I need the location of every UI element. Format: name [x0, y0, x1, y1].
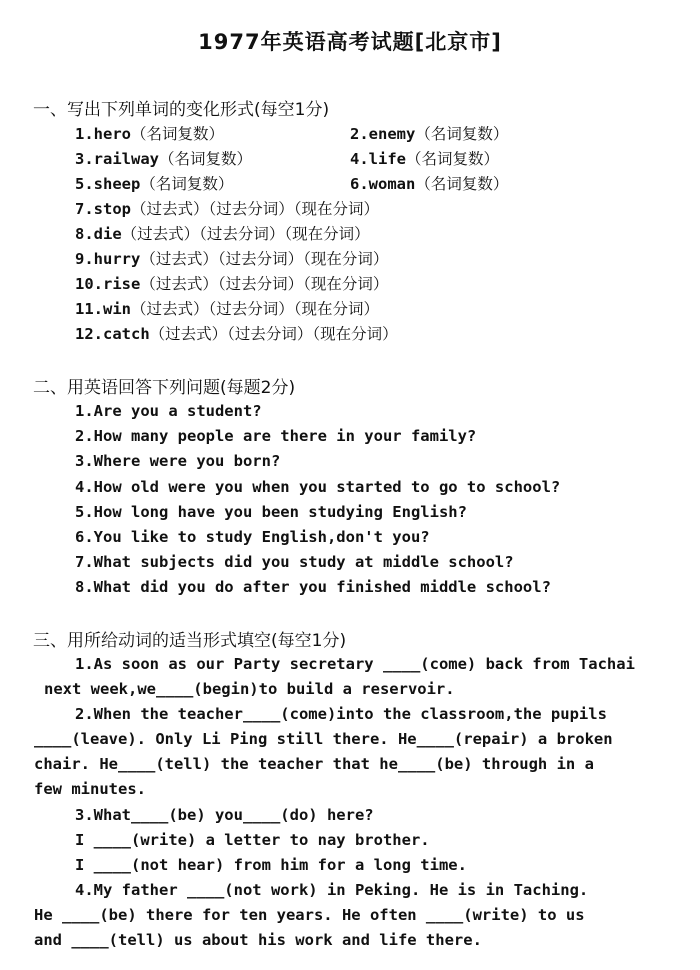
s1-item-10: 10.rise（过去式）（过去分词）（现在分词） [75, 275, 389, 293]
s3-line: He ____(be) there for ten years. He often ____(write) to us [34, 906, 585, 924]
s1-item-12: 12.catch（过去式）（过去分词）（现在分词） [75, 325, 398, 343]
s2-question-6: 6.You like to study English,don't you? [75, 528, 430, 546]
s2-question-8: 8.What did you do after you finished middle school? [75, 578, 551, 596]
s3-line: 2.When the teacher____(come)into the classroom,the pupils [75, 705, 607, 723]
s3-line: ____(leave). Only Li Ping still there. He____(repair) a broken [34, 730, 613, 748]
s3-line: I ____(not hear) from him for a long time. [75, 856, 467, 874]
s2-question-5: 5.How long have you been studying English? [75, 503, 467, 521]
s1-item-11: 11.win（过去式）（过去分词）（现在分词） [75, 300, 380, 318]
section3-heading: 三、用所给动词的适当形式填空(每空1分) [33, 631, 347, 651]
s2-question-7: 7.What subjects did you study at middle school? [75, 553, 514, 571]
s3-line: few minutes. [34, 780, 146, 798]
section1-heading: 一、写出下列单词的变化形式(每空1分) [33, 100, 330, 120]
s2-question-2: 2.How many people are there in your family? [75, 427, 477, 445]
s1-item-1: 1.hero（名词复数） [75, 125, 225, 143]
s1-item-8: 8.die（过去式）（过去分词）（现在分词） [75, 225, 370, 243]
s3-line: 4.My father ____(not work) in Peking. He is in Taching. [75, 881, 589, 899]
s1-item-4: 4.life（名词复数） [350, 150, 500, 168]
s1-item-7: 7.stop（过去式）（过去分词）（现在分词） [75, 200, 380, 218]
s3-line: and ____(tell) us about his work and life there. [34, 931, 482, 949]
s3-line: I ____(write) a letter to nay brother. [75, 831, 430, 849]
s1-item-6: 6.woman（名词复数） [350, 175, 509, 193]
s3-line: next week,we____(begin)to build a reservoir. [44, 680, 455, 698]
s1-item-9: 9.hurry（过去式）（过去分词）（现在分词） [75, 250, 389, 268]
s1-item-5: 5.sheep（名词复数） [75, 175, 234, 193]
s2-question-3: 3.Where were you born? [75, 452, 281, 470]
s2-question-1: 1.Are you a student? [75, 402, 262, 420]
s1-item-3: 3.railway（名词复数） [75, 150, 253, 168]
s3-line: 1.As soon as our Party secretary ____(come) back from Tachai [75, 655, 635, 673]
s3-line: 3.What____(be) you____(do) here? [75, 806, 374, 824]
section2-heading: 二、用英语回答下列问题(每题2分) [33, 378, 296, 398]
page-title: 1977年英语高考试题[北京市] [198, 30, 502, 54]
s3-line: chair. He____(tell) the teacher that he____(be) through in a [34, 755, 594, 773]
s1-item-2: 2.enemy（名词复数） [350, 125, 509, 143]
s2-question-4: 4.How old were you when you started to go to school? [75, 478, 561, 496]
